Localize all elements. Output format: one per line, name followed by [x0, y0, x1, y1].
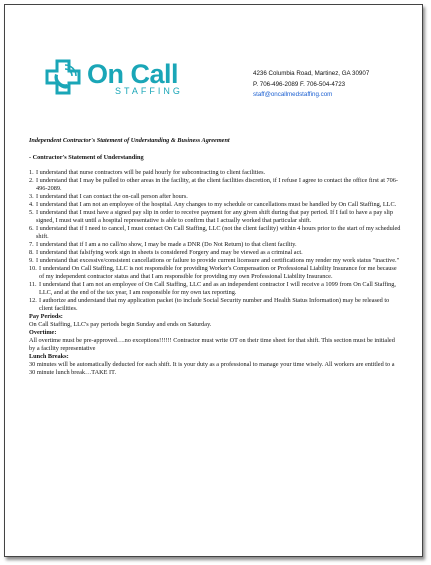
company-logo [43, 57, 193, 97]
list-item [29, 225, 401, 241]
address: 4236 Columbia Road, Martinez, GA 30907 [253, 70, 370, 77]
pay-periods-heading: Pay Periods: [29, 313, 63, 320]
phone-fax: P. 706-496-2089 F. 706-504-4723 [253, 80, 346, 88]
list-item [29, 281, 401, 297]
list-item-number: 1. [29, 169, 34, 176]
overtime-heading: Overtime: [29, 329, 57, 336]
list-item-number: 5. [29, 209, 34, 216]
document-title: Independent Contractor's Statement of Understanding & Business Agreement [29, 137, 230, 144]
list-item-text: I understand that if I am a no call/no show, I may be made a DNR (Do Not Return) to that client facility. [36, 241, 297, 248]
contact-block [253, 69, 369, 101]
list-item-text: I understand that if I need to cancel, I must contact On Call Staffing, LLC (not the client facility) within 4 hours prior to the start of my scheduled shift. [36, 225, 401, 240]
list-item-text: I understand that excessive/consistent cancellations or failure to provide current licensure and certifications my render my work status "inactive." [36, 257, 400, 264]
brand-name: On Call [87, 59, 179, 89]
list-item-text: I understand that I am not an employee of the hospital. Any changes to my schedule or cancellations must be handled by On Call Staffing, LLC. [36, 201, 397, 208]
list-item-number: 10. [29, 265, 37, 272]
document-body [29, 137, 401, 377]
list-item [29, 177, 401, 193]
overtime-text: All overtime must be pre-approved….no exceptions!!!!!! Contractor must write OT on their time sheet for that shift. This section must be initialed by a facility representative [29, 337, 395, 352]
list-item-text: I understand that I must have a signed pay slip in order to receive payment for any given shift during that pay period. If I fail to have a pay slip signed, I must wait until a hospital representative is able to confirm that I actually worked that particular shift. [36, 209, 394, 224]
list-item [29, 193, 401, 201]
list-item-number: 9. [29, 257, 34, 264]
understanding-list [29, 169, 401, 313]
list-item-number: 12. [29, 297, 37, 304]
list-item-number: 8. [29, 249, 34, 256]
pay-periods-text: On Call Staffing, LLC's pay periods begin Sunday and ends on Saturday. [29, 321, 212, 328]
list-item-text: I understand that I may be pulled to other areas in the facility, at the client facilities discretion, if I refuse I agree to contact the office first at 706-496-2089. [36, 177, 399, 192]
list-item [29, 249, 401, 257]
list-item-text: I understand that I am not an employee of On Call Staffing, LLC and as an independent contractor I will receive a 1099 from On Call Staffing, LLC, and at the end of the tax year, I am responsible for my own tax reporting. [39, 281, 396, 296]
list-item-number: 6. [29, 225, 34, 232]
list-item-text: I understand that nurse contractors will be paid hourly for subcontracting to client facilities. [36, 169, 266, 176]
email-link[interactable]: staff@oncallmedstaffing.com [253, 91, 333, 98]
list-item-text: I understand that I can contact the on-call person after hours. [36, 193, 188, 200]
brand-tagline: STAFFING [115, 86, 183, 96]
list-item-text: I understand that falsifying work sign in sheets is considered Forgery and may be viewed as a criminal act. [36, 249, 303, 256]
list-item-text: I authorize and understand that my application packet (to include Social Security number and Health Status Information) may be released to client facilities. [39, 297, 390, 312]
list-item [29, 265, 401, 281]
list-item-number: 7. [29, 241, 34, 248]
lunch-breaks-heading: Lunch Breaks: [29, 353, 69, 360]
phone-cross-logo-icon [43, 57, 83, 97]
list-item-number: 11. [29, 281, 37, 288]
list-item [29, 169, 401, 177]
section-heading: - Contractor's Statement of Understanding [29, 154, 144, 161]
lunch-breaks-text: 30 minutes will be automatically deducted for each shift. It is your duty as a professional to manage your time wisely. All workers are entitled to a 30 minute lunch break…TAKE IT. [29, 361, 395, 376]
list-item [29, 201, 401, 209]
list-item-number: 4. [29, 201, 34, 208]
list-item [29, 241, 401, 249]
list-item [29, 209, 401, 225]
list-item [29, 257, 401, 265]
list-item-number: 3. [29, 193, 34, 200]
list-item-text: I understand On Call Staffing, LLC is not responsible for providing Worker's Compensation or Professional Liability Insurance for me because of my independent contractor status and that I am responsible for providing my own Professional Liability Insurance. [39, 265, 397, 280]
list-item-number: 2. [29, 177, 34, 184]
list-item [29, 297, 401, 313]
document-page [4, 4, 423, 557]
